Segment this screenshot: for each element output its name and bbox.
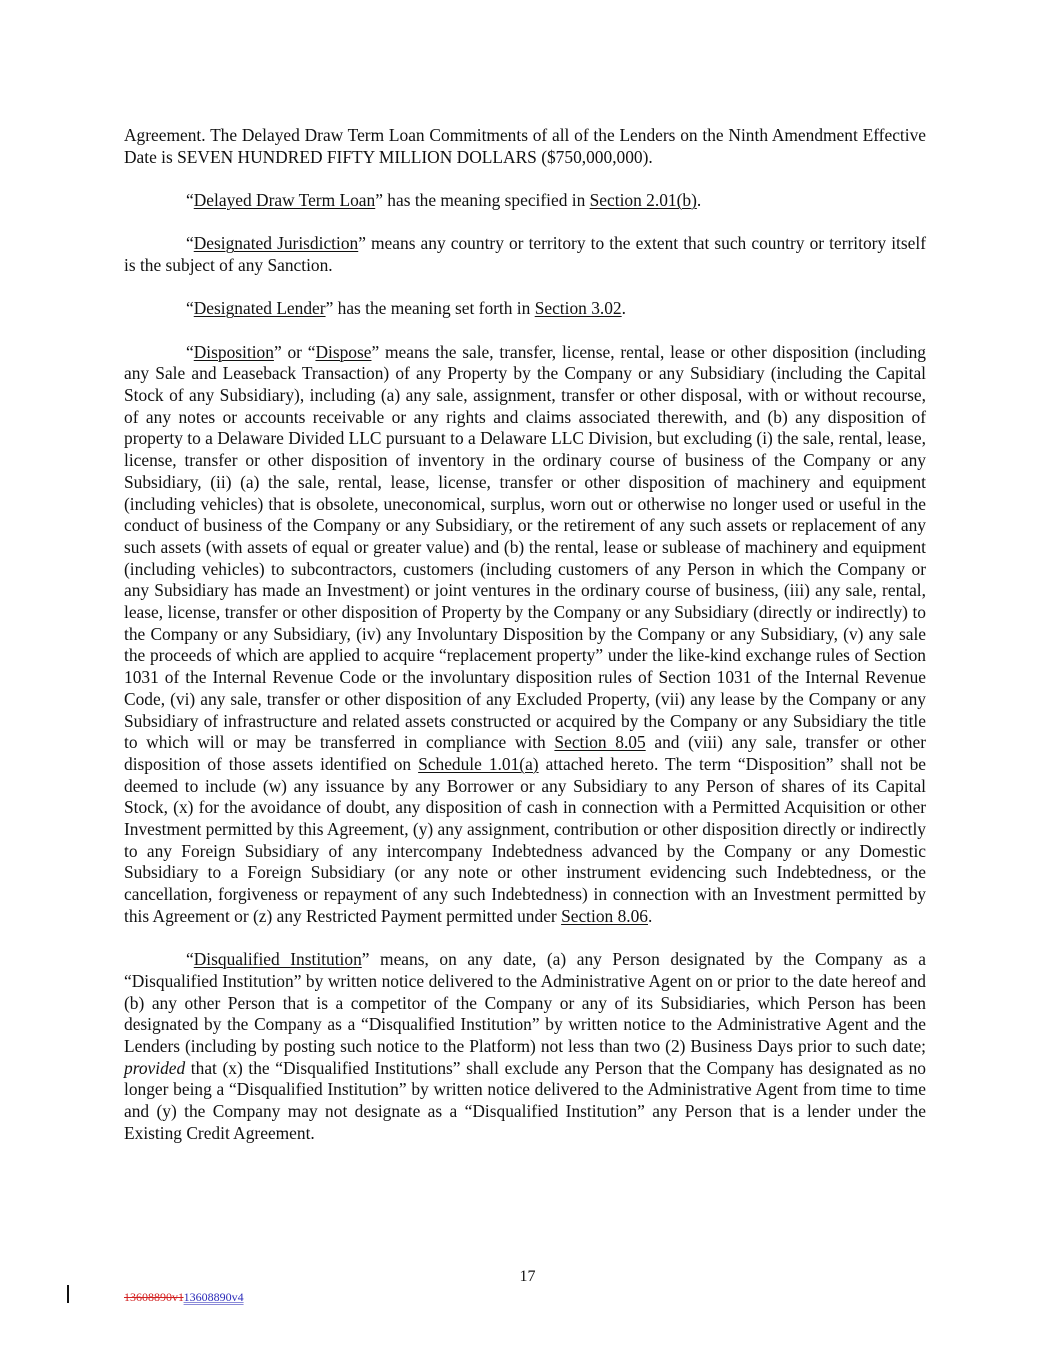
change-bar [67, 1285, 69, 1303]
document-id-deleted: 13608890v1 [124, 1290, 184, 1304]
paragraph [124, 190, 926, 212]
defined-term-or-reference: Section 8.06 [561, 905, 649, 926]
paragraph-text: ” means any country or territory to the extent that such country or territory itself is the subject of any Sanction. [124, 233, 926, 275]
italic-text: provided [124, 1057, 186, 1078]
paragraph-text: “ [186, 341, 194, 362]
defined-term-or-reference: Section 3.02 [534, 298, 622, 319]
defined-term-or-reference: Disqualified Institution [193, 949, 362, 970]
defined-term-or-reference: Section 2.01(b) [589, 190, 697, 210]
defined-term-or-reference: Delayed Draw Term Loan [193, 190, 376, 210]
document-id-inserted: 13608890v4 [183, 1290, 244, 1304]
defined-term-or-reference: Section 8.05 [554, 732, 646, 753]
defined-term-or-reference: Schedule 1.01(a) [418, 753, 539, 774]
paragraph-text: . [621, 298, 626, 319]
paragraph-text: that (x) the “Disqualified Institutions” shall exclude any Person that the Company has designated as no longer being a “Disqualified Institution” by written notice delivered to the Administrative Agent from time to time and (y) the Company may not designate as a “Disqualified Institution” any Person that is a lender under the Existing Credit Agreement. [124, 1057, 926, 1143]
defined-term-or-reference: Dispose [315, 341, 372, 362]
document-id [124, 1290, 244, 1305]
paragraph-text: attached hereto. The term “Disposition” shall not be deemed to include (w) any issuance by any Borrower or any Subsidiary to any Person of shares of its Capital Stock, (x) for the avoidance of doubt, any disposition of cash in connection with a Permitted Acquisition or other Investment permitted by this Agreement, (y) any assignment, contribution or other disposition directly or indirectly to any Foreign Subsidiary of any intercompany Indebtedness advanced by the Company or any Domestic Subsidiary to a Foreign Subsidiary (or any note or other instrument evidencing such Indebtedness, or the cancellation, forgiveness or repayment of any such Indebtedness) in connection with an Investment permitted by this Agreement or (z) any Restricted Payment permitted under [124, 753, 926, 926]
paragraph [124, 949, 926, 1144]
paragraph-text: . [648, 905, 653, 926]
paragraph-text: and (viii) any sale, transfer or other disposition of those assets identified on [124, 732, 926, 774]
document-body [124, 125, 926, 1166]
defined-term-or-reference: Designated Lender [193, 298, 326, 319]
paragraph-text: ” or “ [273, 341, 316, 362]
defined-term-or-reference: Designated Jurisdiction [193, 233, 359, 254]
paragraph [124, 233, 926, 276]
paragraph-text: ” means, on any date, (a) any Person designated by the Company as a “Disqualified Institution” by written notice delivered to the Administrative Agent on or prior to the date hereof and (b) any other Person that is a competitor of the Company or any of its Subsidiaries, which Person has been designated by the Company as a “Disqualified Institution” by written notice to the Administrative Agent and the Lenders (including by posting such notice to the Platform) not less than two (2) Business Days prior to such date; [124, 949, 926, 1056]
paragraph-text: ” has the meaning specified in [375, 190, 590, 210]
paragraph [124, 125, 926, 168]
paragraph-text: “ [186, 949, 194, 970]
paragraph-text: ” means the sale, transfer, license, rental, lease or other disposition (including any Sale and Leaseback Transaction) of any Property by the Company or any Subsidiary (including the Capital Stock of any Subsidiary), including (a) any sale, assignment, transfer or other disposal, with or without recourse, of any notes or accounts receivable or any rights and claims associated therewith, and (b) any disposition of property to a Delaware Divided LLC pursuant to a Delaware LLC Division, but excluding (i) the sale, rental, lease, license, transfer or other disposition of inventory in the ordinary course of business of the Company or any Subsidiary, (ii) (a) the sale, rental, lease, license, transfer or other disposition of machinery and equipment (including vehicles) that is obsolete, uneconomical, surplus, worn out or otherwise no longer used or useful in the conduct of business of the Company or any Subsidiary, or the retirement of any such assets or replacement of any such assets (with assets of equal or greater value) and (b) the rental, lease or sublease of machinery and equipment (including vehicles) to subcontractors, customers (including customers of any Person in which the Company or any Subsidiary has made an Investment) or joint ventures in the ordinary course of business, (iii) any sale, rental, lease, license, transfer or other disposition of Property by the Company or any Subsidiary (directly or indirectly) to the Company or any Subsidiary, (iv) any Involuntary Disposition by the Company or any Subsidiary, (v) any sale the proceeds of which are applied to acquire “replacement property” under the like-kind exchange rules of Section 1031 of the Internal Revenue Code or the involuntary disposition rules of Section 1031 of the Internal Revenue Code, (vi) any sale, transfer or other disposition of any Excluded Property, (vii) any lease by the Company or any Subsidiary of infrastructure and related assets constructed or acquired by the Company or any Subsidiary the title to which will or may be transferred in compliance with [124, 341, 927, 753]
page-number: 17 [519, 1268, 536, 1285]
paragraph-text: “ [186, 298, 194, 319]
paragraph-text: Agreement. The Delayed Draw Term Loan Commitments of all of the Lenders on the Ninth Amendment Effective Date is SEVEN HUNDRED FIFTY MILLION DOLLARS ($750,000,000). [124, 125, 926, 167]
defined-term-or-reference: Disposition [193, 341, 274, 362]
paragraph-text: ” has the meaning set forth in [325, 298, 535, 319]
paragraph [124, 342, 926, 928]
paragraph [124, 298, 926, 320]
paragraph-text: “ [186, 233, 194, 254]
paragraph-text: “ [186, 190, 194, 210]
paragraph-text: . [696, 190, 702, 210]
